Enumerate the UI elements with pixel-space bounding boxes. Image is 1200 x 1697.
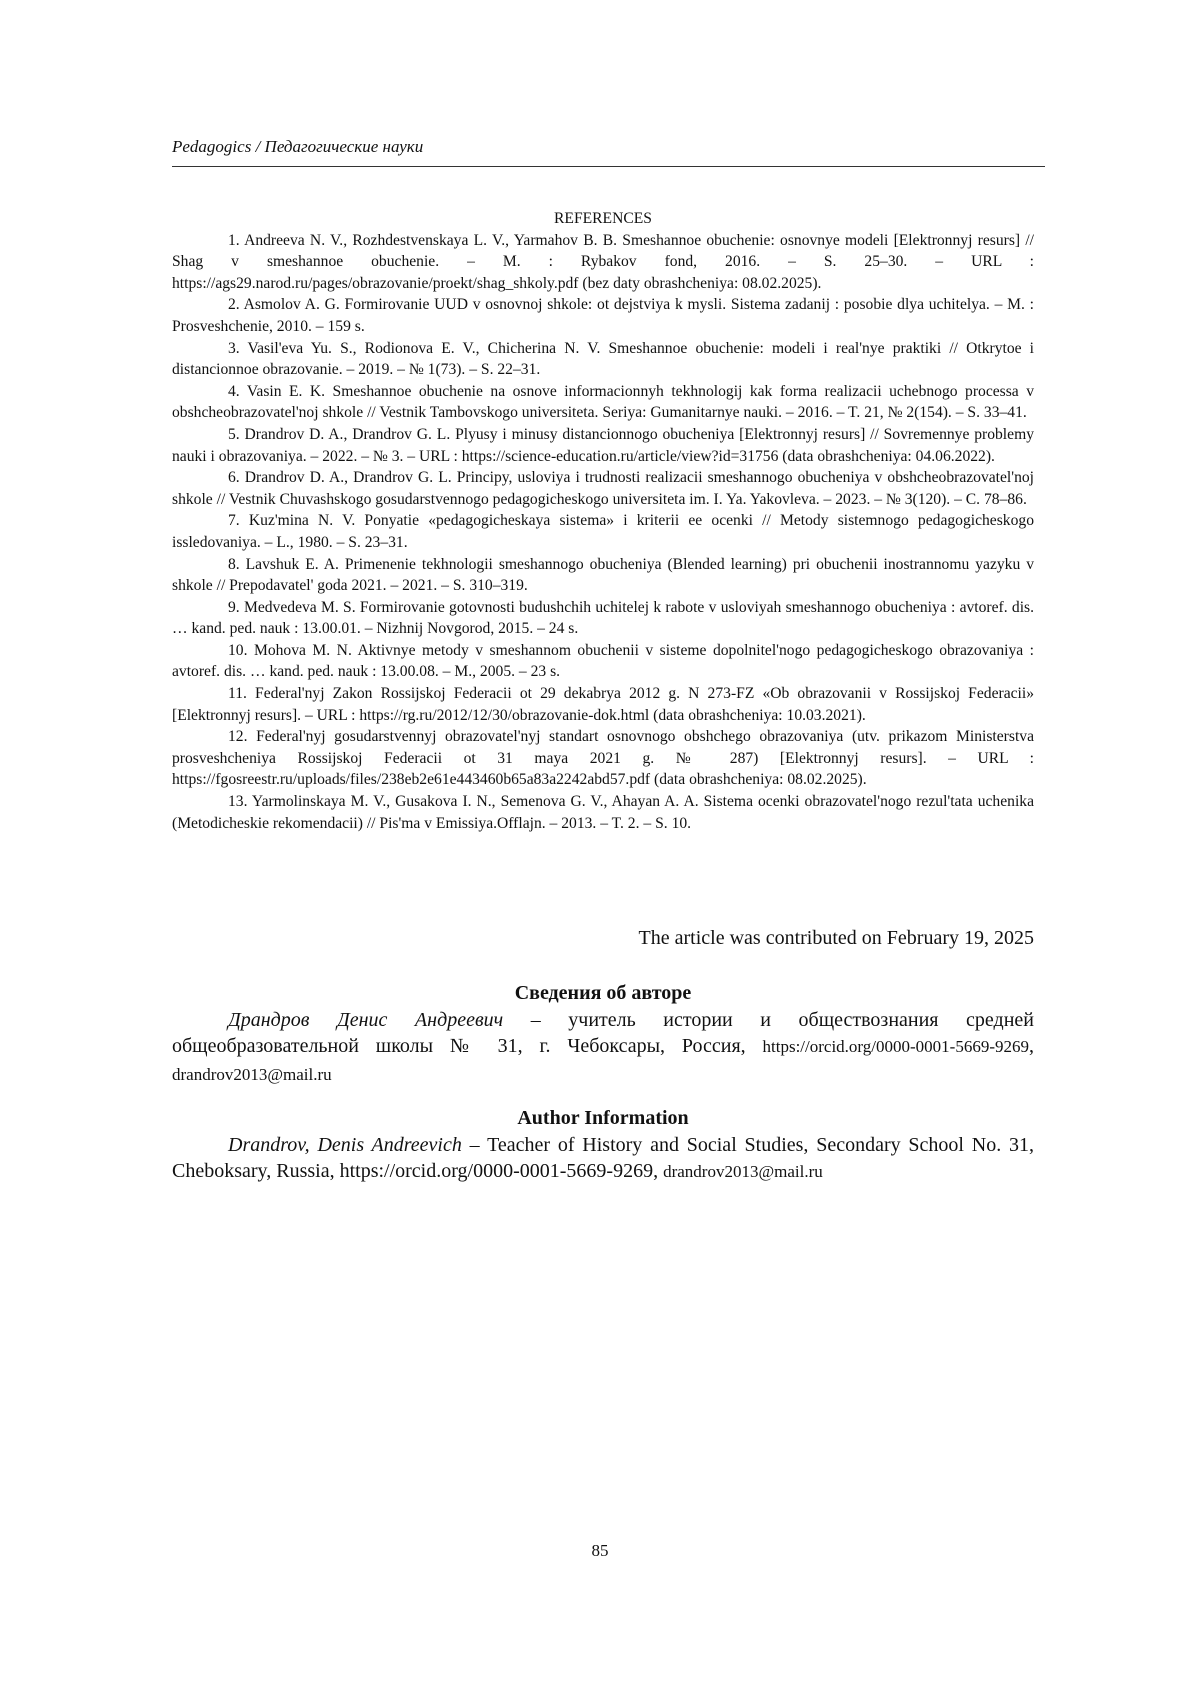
reference-item: 1. Andreeva N. V., Rozhdestvenskaya L. V., Yarmahov B. B. Smeshannoe obuchenie: osnovnye modeli [Elektronnyj resurs] // Shag v smeshannoe obuchenie. – M. : Rybakov fond, 2016. – S. 25–30. – URL : https://ags29.narod.ru/pages/obrazovanie/proekt/shag_shkoly.pdf (bez daty obrashcheniya: 08.02.2025). xyxy=(172,231,1034,292)
page-number: 85 xyxy=(591,1541,609,1560)
reference-item: 12. Federal'nyj gosudarstvennyj obrazovatel'nyj standart osnovnogo obshchego obrazovaniya (utv. prikazom Ministerstva prosveshcheniya Rossijskoj Federacii ot 31 maya 2021 g. № 287) [Elektronnyj resurs]. – URL : https://fgosreestr.ru/uploads/files/238eb2e61e443460b65a83a2242abd57.pdf (data obrashcheniya: 08.02.2025). xyxy=(172,728,1034,789)
author-orcid-ru[interactable]: https://orcid.org/0000-0001-5669-9269 xyxy=(762,1037,1029,1056)
reference-item: 5. Drandrov D. A., Drandrov G. L. Plyusy i minusy distancionnogo obucheniya [Elektronnyj resurs] // Sovremennye problemy nauki i obrazovaniya. – 2022. – № 3. – URL : https://science-education.ru/article/view?id=31756 (data obrashcheniya: 04.06.2022). xyxy=(172,425,1034,465)
reference-item: 10. Mohova M. N. Aktivnye metody v smeshannom obuchenii v sisteme dopolnitel'nogo pedagogicheskogo obrazovaniya : avtoref. dis. … kand. ped. nauk : 13.00.08. – M., 2005. – 23 s. xyxy=(172,641,1034,681)
reference-item: 2. Asmolov A. G. Formirovanie UUD v osnovnoj shkole: ot dejstviya k mysli. Sistema zadanij : posobie dlya uchitelya. – M. : Prosveshchenie, 2010. – 159 s. xyxy=(172,296,1034,335)
reference-item: 7. Kuz'mina N. V. Ponyatie «pedagogicheskaya sistema» i kriterii ee ocenki // Metody sistemnogo pedagogicheskogo issledovaniya. – L., 1980. – S. 23–31. xyxy=(172,512,1034,551)
reference-item: 13. Yarmolinskaya M. V., Gusakova I. N., Semenova G. V., Ahayan A. A. Sistema ocenki obrazovatel'nogo rezul'tata uchenika (Metodicheskie rekomendacii) // Pis'ma v Emissiya.Offlajn. – 2013. – T. 2. – S. 10. xyxy=(172,793,1034,832)
running-head: Pedagogics / Педагогические науки xyxy=(172,137,424,156)
author-email-en[interactable]: drandrov2013@mail.ru xyxy=(663,1162,823,1181)
author-name-en: Drandrov, Denis Andreevich xyxy=(228,1133,462,1156)
reference-item: 6. Drandrov D. A., Drandrov G. L. Principy, usloviya i trudnosti realizacii smeshannogo obucheniya v obshcheobrazovatel'noj shkole // Vestnik Chuvashskogo gosudarstvennogo pedagogicheskogo universiteta im. I. Ya. Yakovleva. – 2023. – № 3(120). – C. 78–86. xyxy=(172,469,1034,508)
author-info-en xyxy=(172,1105,1034,1186)
reference-item: 8. Lavshuk E. A. Primenenie tekhnologii smeshannogo obucheniya (Blended learning) pri obuchenii inostrannomu yazyku v shkole // Prepodavatel' goda 2021. – 2021. – S. 310–319. xyxy=(172,555,1034,595)
contribution-date: The article was contributed on February 19, 2025 xyxy=(638,927,1034,949)
author-name-ru: Драндров Денис Андреевич xyxy=(228,1008,504,1031)
author-info-ru-title: Сведения об авторе xyxy=(514,982,692,1004)
reference-item: 9. Medvedeva M. S. Formirovanie gotovnosti budushchih uchitelej k rabote v usloviyah smeshannogo obucheniya : avtoref. dis. … kand. ped. nauk : 13.00.01. – Nizhnij Novgorod, 2015. – 24 s. xyxy=(172,598,1034,638)
reference-item: 4. Vasin E. K. Smeshannoe obuchenie na osnove informacionnyh tekhnologij kak forma realizacii uchebnogo processa v obshcheobrazovatel'noj shkole // Vestnik Tambovskogo universiteta. Seriya: Gumanitarnye nauki. – 2016. – T. 21, № 2(154). – S. 33–41. xyxy=(172,382,1034,422)
author-orcid-en[interactable]: https://orcid.org/0000-0001-5669-9269 xyxy=(339,1160,654,1182)
author-info-en-title: Author Information xyxy=(517,1107,689,1129)
author-description-ru: – учитель истории и обществознания средней общеобразовательной школы № 31, г. Чебоксары, Россия, xyxy=(172,1008,1034,1057)
author-email-ru[interactable]: drandrov2013@mail.ru xyxy=(172,1064,332,1084)
author-description-en: – Teacher of History and Social Studies, Secondary School No. 31, Cheboksary, Russia, xyxy=(172,1133,1034,1182)
author-info-ru-body: Драндров Денис Андреевич – учитель истории и обществознания средней общеобразовательной школы № 31, г. Чебоксары, Россия, https://orcid.org/0000-0001-5669-9269, drandrov2013@mail.ru xyxy=(172,1008,1034,1084)
reference-item: 11. Federal'nyj Zakon Rossijskoj Federacii ot 29 dekabrya 2012 g. N 273-FZ «Ob obrazovanii v Rossijskoj Federacii» [Elektronnyj resurs]. – URL : https://rg.ru/2012/12/30/obrazovanie-dok.html (data obrashcheniya: 10.03.2021). xyxy=(172,685,1034,724)
references-section xyxy=(172,208,1034,834)
author-info-ru xyxy=(172,980,1034,1088)
references-title: REFERENCES xyxy=(554,210,652,227)
reference-item: 3. Vasil'eva Yu. S., Rodionova E. V., Chicherina N. V. Smeshannoe obuchenie: modeli i real'nye praktiki // Otkrytoe i distancionnoe obrazovanie. – 2019. – № 1(73). – S. 22–31. xyxy=(172,339,1034,379)
header-divider xyxy=(172,166,1045,167)
author-info-en-body: Drandrov, Denis Andreevich – Teacher of History and Social Studies, Secondary School No. 31, Cheboksary, Russia, https://orcid.org/0000-0001-5669-9269, drandrov2013@mail.ru xyxy=(172,1133,1034,1182)
